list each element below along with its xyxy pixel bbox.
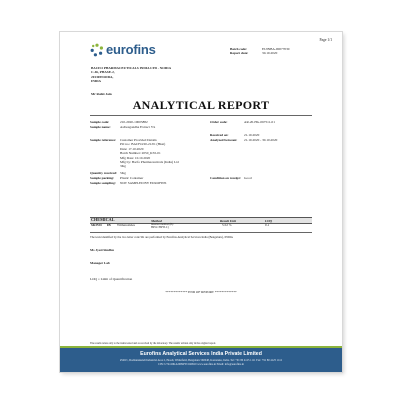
received-label: Received on:	[210, 133, 229, 137]
row-method: Internal method (By HPLC/HPTLC)	[151, 223, 174, 230]
lab-note: The tests identified by the two letter code SK are performed by Eurofins Analytical Services India (Bengaluru), INDIA	[90, 235, 233, 239]
eurofins-logo	[90, 42, 156, 57]
address-line: C-46, PHASE-2,	[91, 70, 115, 75]
sampling-value: NOT SAMPLED BY EUROFINS	[120, 181, 167, 185]
batch-info	[230, 47, 290, 56]
condition-label: Condition on receipt:	[210, 176, 241, 180]
eurofins-logo-icon	[90, 43, 104, 57]
analyzed-value: 21.10.2020 - 30.10.2020	[244, 138, 278, 142]
sample-code-label: Sample code:	[90, 120, 110, 124]
sample-code-value: 210-2020-10005882	[120, 120, 148, 124]
address-line: INDIA	[91, 79, 101, 84]
condition-value: Good	[244, 176, 252, 180]
analyzed-between	[210, 138, 277, 142]
reference-line: 3Kg	[120, 164, 126, 169]
order-code-label: Order code:	[210, 120, 228, 124]
recipient-address	[91, 66, 171, 84]
batch-code-label: Batch code:	[230, 47, 248, 51]
footer-registration: CIN: U74120KA2009PTC049910 www.eurofins.in Email: info@eurofins.in	[158, 363, 244, 366]
footer-address: #540/1, Doddanakundi Industrial Area 2, Hoodi, Whitefield, Bengaluru 560048, Karnataka, India. Tel: +91 80 4125 1111 Fax: +91 80 4125 1112	[119, 359, 283, 362]
sample-code	[90, 120, 148, 124]
signer-name: Ms Jyoti Sindhu	[90, 248, 114, 252]
report-page	[60, 32, 342, 372]
row-parameter: Withanolides	[117, 223, 135, 227]
order-code-value: AR-20-HG-067511-01	[244, 120, 275, 124]
reference-line: Mfg by: Bacfo Pharmaceuticals (India) Ltd	[120, 160, 179, 165]
sample-reference-label: Sample reference:	[90, 138, 117, 142]
reference-line: Batch Number: 2050_KS5-01	[120, 151, 161, 156]
packing-value: Plastic Container	[120, 176, 144, 180]
row-result: 5.52 %	[222, 223, 232, 227]
header-chemical: CHEMICAL	[91, 217, 115, 222]
row-code: SKIVD	[91, 223, 102, 227]
sample-reference-value	[120, 138, 179, 169]
address-line: 201305NOIDA,	[91, 74, 114, 79]
table-bottom-rule	[90, 232, 312, 233]
report-title: ANALYTICAL REPORT	[132, 98, 270, 112]
brand-name: eurofins	[106, 42, 156, 57]
row-flag: IB	[107, 223, 111, 227]
quantity-label: Quantity received:	[90, 171, 117, 175]
quantity-value: 5Kg	[120, 171, 126, 175]
reference-line: Date: 17.10.2020	[120, 146, 144, 151]
reference-line: Customer Provided Details	[120, 138, 157, 142]
header-loq: LOQ	[265, 218, 272, 223]
report-date-value: 30.10.2020	[262, 51, 278, 56]
end-of-report: ************* END OF REPORT *************	[165, 290, 237, 294]
header-method: Method	[151, 218, 162, 223]
company-footer	[60, 346, 342, 372]
disclaimer: The results relate only to the items tested and as received by the laboratory. The results written only in the original report.	[90, 342, 217, 345]
row-loq: 0.1	[265, 223, 270, 227]
received-value: 21.10.2020	[244, 133, 260, 137]
page-number: Page 1/1	[319, 38, 332, 42]
report-date-label: Report date:	[230, 51, 249, 56]
loq-definition: LOQ = Limit of Quantification	[90, 277, 133, 281]
batch-code-value: EUINBA-00077030	[262, 47, 290, 51]
title-divider	[90, 115, 312, 116]
signer-role: Manager Lab	[90, 261, 110, 265]
sample-name-label: Sample name:	[90, 125, 111, 129]
sample-reference	[90, 138, 179, 169]
condition-on-receipt	[210, 176, 252, 180]
sample-name-value: Ashwagandha Extract 5%	[120, 125, 156, 129]
attention-line: Mr Rohit Jain	[91, 92, 112, 96]
sample-packing	[90, 176, 143, 180]
header-result-unit: Result Unit	[220, 218, 236, 223]
packing-label: Sample packing:	[90, 176, 115, 180]
sample-sampling	[90, 181, 166, 185]
reference-line: Mfg Date: 10.10.2020	[120, 155, 151, 160]
quantity-received	[90, 171, 126, 175]
sample-name	[90, 125, 155, 129]
reference-line: PO no.: BACFO/20-21/01 (Hkst)	[120, 142, 166, 147]
address-line: BACFO PHARMACEUTICALS INDIA LTD - NOIDA	[91, 66, 172, 70]
analyzed-label: Analyzed between:	[210, 138, 238, 142]
sampling-label: Sample sampling:	[90, 181, 116, 185]
received-on	[210, 133, 259, 137]
footer-company-name: Eurofins Analytical Services India Private Limited	[140, 351, 262, 357]
order-code	[210, 120, 275, 124]
table-row	[90, 223, 312, 232]
